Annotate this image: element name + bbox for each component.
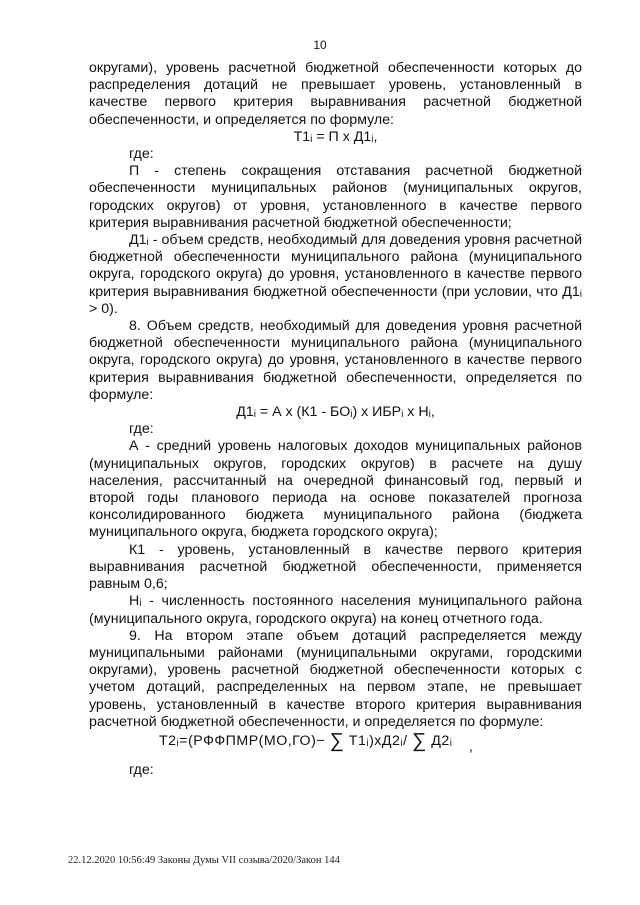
formula-part: Д2ᵢ <box>431 732 453 749</box>
page-number: 10 <box>313 38 327 52</box>
sum-symbol: ∑ <box>412 729 427 752</box>
sum-symbol: ∑ <box>329 729 345 752</box>
paragraph: 9. На втором этапе объем дотаций распределяется между муниципальными районами (муниципальными округами, городскими округами), уровень расчетной бюджетной обеспеченности которых с учетом дотаций, распределенных на первом этапе, не превышает уровень, установленный в качестве второго критерия выравнивания расчетной бюджетной обеспеченности, и определяется по формуле: <box>89 627 582 730</box>
paragraph: А - средний уровень налоговых доходов муниципальных районов (муниципальных округов, городских округов) в расчете на душу населения, рассчитанный на очередной финансовый год, первый и второй годы планового периода на основе показателей прогноза консолидированного бюджета муниципального района (бюджета муниципального округа, бюджета городского округа); <box>89 438 582 541</box>
where-label: где: <box>129 762 154 779</box>
paragraph: округами), уровень расчетной бюджетной обеспеченности которых до распределения дотаций не превышает уровень, установленный в качестве первого критерия выравнивания расчетной бюджетной обеспеченности, и определяется по формуле: <box>89 60 582 128</box>
formula-t1: Т1ᵢ = П x Д1ᵢ, <box>293 128 378 145</box>
where-label: где: <box>129 421 154 438</box>
paragraph: Нᵢ - численность постоянного населения муниципального района (муниципального округа, городского округа) на конец отчетного года. <box>89 593 582 627</box>
formula-part: Т1ᵢ)хД2ᵢ/ <box>348 732 408 749</box>
formula-t2 <box>89 729 582 756</box>
paragraph: К1 - уровень, установленный в качестве первого критерия выравнивания расчетной бюджетной обеспеченности, применяется равным 0,6; <box>89 541 582 593</box>
where-label: где: <box>129 146 154 163</box>
paragraph: 8. Объем средств, необходимый для доведения уровня расчетной бюджетной обеспеченности муниципального района (муниципального округа, городского округа) до уровня, установленного в качестве первого критерия выравнивания бюджетной обеспеченности, определяется по формуле: <box>89 318 582 403</box>
formula-part: Т2ᵢ=(РФФПМР(МО,ГО)− <box>159 732 326 749</box>
document-body <box>89 60 582 779</box>
document-footer: 22.12.2020 10:56:49 Законы Думы VII созыва/2020/Закон 144 <box>68 855 340 866</box>
paragraph: П - степень сокращения отставания расчетной бюджетной обеспеченности муниципальных районов (муниципальных округов, городских округов) от уровня, установленного в качестве первого критерия выравнивания расчетной бюджетной обеспеченности; <box>89 163 582 231</box>
paragraph: Д1ᵢ - объем средств, необходимый для доведения уровня расчетной бюджетной обеспеченности муниципального района (муниципального округа, городского округа) до уровня, установленного в качестве первого критерия выравнивания бюджетной обеспеченности (при условии, что Д1ᵢ > 0). <box>89 232 582 317</box>
formula-d1: Д1ᵢ = А x (К1 - БОᵢ) x ИБРᵢ x Нᵢ, <box>236 404 435 421</box>
formula-comma: , <box>468 738 474 755</box>
